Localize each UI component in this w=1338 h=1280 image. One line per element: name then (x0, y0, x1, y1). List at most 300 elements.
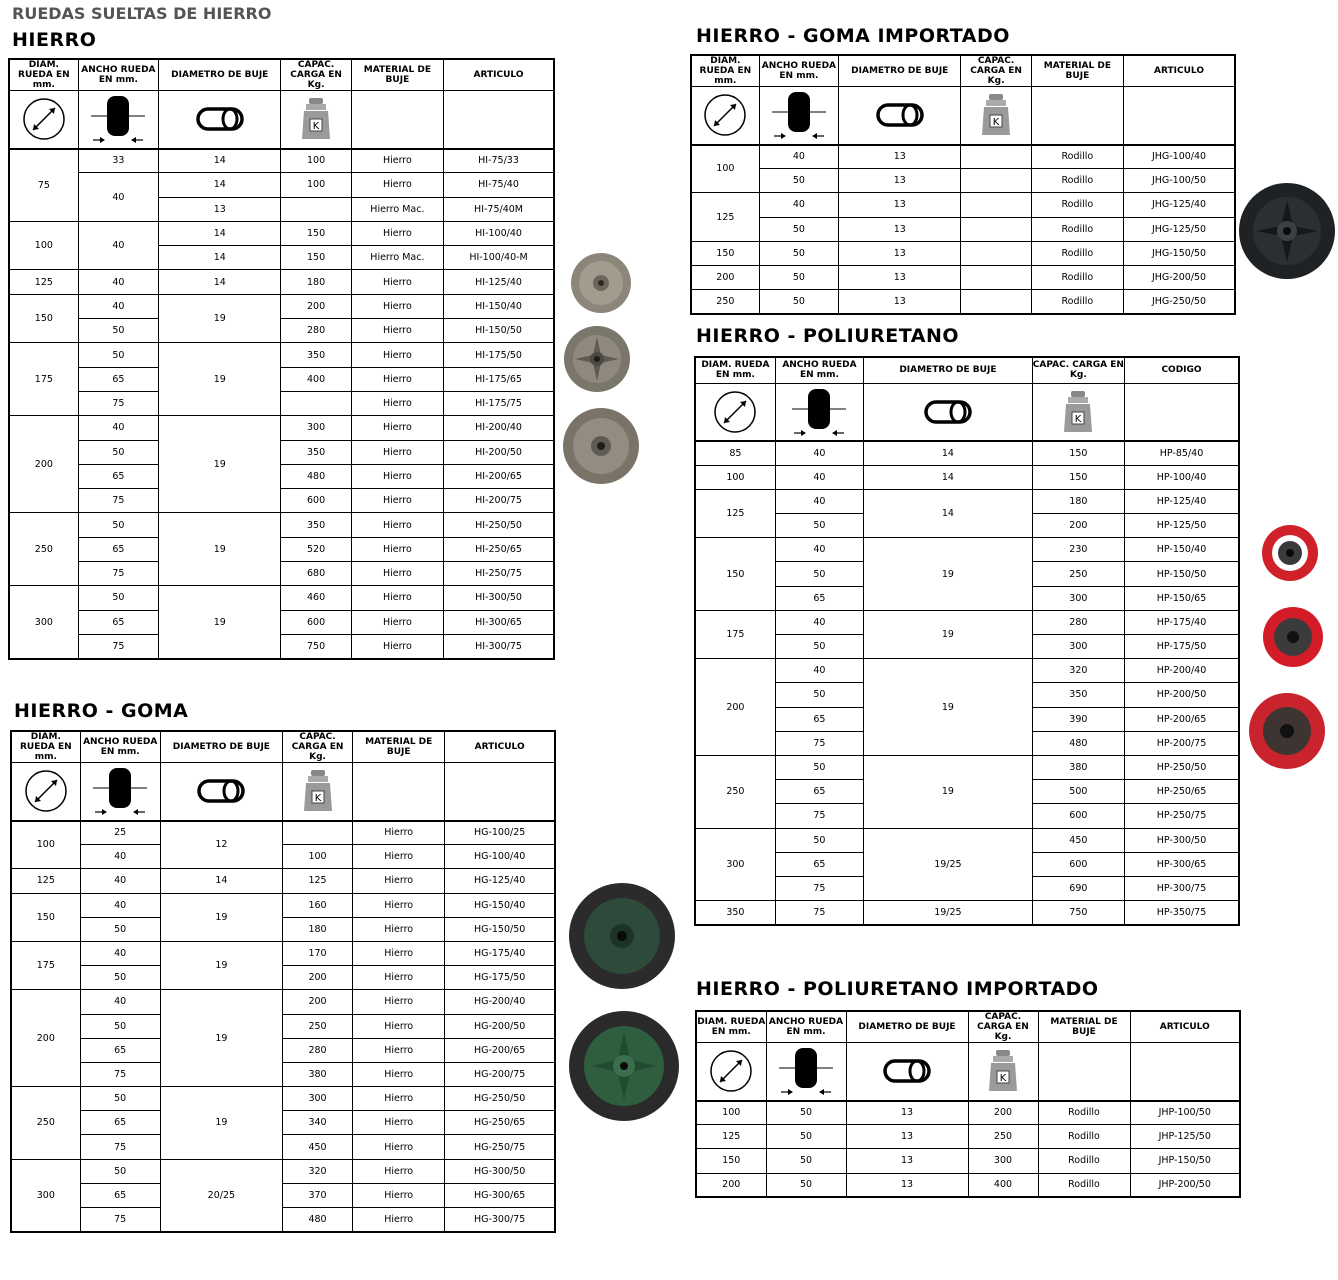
material-cell: Hierro (351, 270, 443, 294)
table-row (11, 821, 555, 845)
table-row (695, 828, 1239, 852)
capacity-cell: 300 (1032, 586, 1124, 610)
width-cell: 75 (78, 489, 158, 513)
article-cell: HP-175/50 (1125, 635, 1239, 659)
bushing-cell: 14 (159, 246, 281, 270)
table-row (11, 917, 555, 941)
diameter-icon (696, 1043, 766, 1101)
capacity-cell: 340 (282, 1111, 352, 1135)
article-cell: HP-300/50 (1125, 828, 1239, 852)
wheel-width-icon (759, 87, 838, 145)
material-cell: Hierro (351, 489, 443, 513)
material-cell: Rodillo (1038, 1101, 1130, 1125)
table-row (11, 869, 555, 893)
table-row (9, 489, 554, 513)
width-cell: 50 (78, 319, 158, 343)
width-cell: 50 (759, 265, 838, 289)
table-row (9, 586, 554, 610)
width-cell: 75 (78, 391, 158, 415)
col-header: ANCHO RUEDA EN mm. (775, 357, 863, 383)
material-cell: Hierro (351, 343, 443, 367)
article-cell: HG-250/65 (445, 1111, 555, 1135)
material-cell: Hierro (353, 869, 445, 893)
article-cell: HI-300/65 (444, 610, 554, 634)
col-header: MATERIAL DE BUJE (353, 731, 445, 763)
iron-wheel-photo-1 (570, 252, 632, 314)
width-cell: 75 (775, 804, 863, 828)
width-cell: 75 (80, 1062, 160, 1086)
capacity-cell: 180 (282, 917, 352, 941)
diam-cell: 175 (695, 610, 775, 658)
table-hierro-goma (10, 730, 556, 1233)
col-header: MATERIAL DE BUJE (351, 59, 443, 91)
diam-cell: 300 (695, 828, 775, 901)
width-cell: 65 (775, 852, 863, 876)
section-title-hierro-poliuretano: HIERRO - POLIURETANO (696, 325, 960, 347)
width-cell: 50 (78, 513, 158, 537)
width-cell: 50 (78, 343, 158, 367)
col-header: ARTICULO (444, 59, 554, 91)
capacity-cell: 150 (1032, 441, 1124, 465)
svg-text:K: K (314, 793, 321, 805)
rubber-wheel-photo-100 (568, 882, 676, 990)
width-cell: 40 (80, 941, 160, 965)
material-cell: Hierro (353, 1038, 445, 1062)
bushing-cell: 14 (159, 221, 281, 245)
width-cell: 75 (775, 901, 863, 925)
article-cell: HP-150/65 (1125, 586, 1239, 610)
table-row (9, 319, 554, 343)
poly-wheel-photo-2 (1262, 606, 1324, 668)
capacity-cell: 200 (281, 294, 351, 318)
article-cell: JHP-150/50 (1130, 1149, 1240, 1173)
section-title-hierro-goma: HIERRO - GOMA (14, 700, 189, 722)
bushing-cell: 19/25 (864, 828, 1033, 901)
table-row (691, 217, 1235, 241)
table-row (696, 1173, 1240, 1197)
material-cell: Hierro (353, 1208, 445, 1232)
table-row (695, 755, 1239, 779)
width-cell: 50 (766, 1173, 846, 1197)
width-cell: 25 (80, 821, 160, 845)
width-cell: 50 (80, 1159, 160, 1183)
capacity-cell: 300 (1032, 635, 1124, 659)
table-row (11, 990, 555, 1014)
col-header: DIAMETRO DE BUJE (864, 357, 1033, 383)
bushing-cell: 14 (159, 149, 281, 173)
width-cell: 50 (775, 828, 863, 852)
width-cell: 75 (80, 1208, 160, 1232)
article-cell: HG-300/50 (445, 1159, 555, 1183)
bushing-cell: 20/25 (160, 1159, 282, 1232)
bushing-cell: 14 (159, 173, 281, 197)
article-cell: HG-250/75 (445, 1135, 555, 1159)
bushing-cell: 13 (846, 1125, 968, 1149)
col-header: DIAM. RUEDA EN mm. (695, 357, 775, 383)
bushing-cell: 13 (839, 290, 961, 314)
bushing-cell: 19 (160, 941, 282, 989)
capacity-cell: 750 (281, 634, 351, 658)
capacity-cell: 600 (1032, 852, 1124, 876)
article-cell: HG-200/50 (445, 1014, 555, 1038)
material-cell: Hierro (353, 1111, 445, 1135)
width-cell: 40 (80, 845, 160, 869)
capacity-cell (961, 290, 1031, 314)
width-cell: 65 (78, 367, 158, 391)
table-row (695, 659, 1239, 683)
col-header: ANCHO RUEDA EN mm. (78, 59, 158, 91)
col-header: CAPAC. CARGA EN Kg. (961, 55, 1031, 87)
diameter-icon (691, 87, 759, 145)
capacity-cell: 370 (282, 1183, 352, 1207)
bushing-cell: 13 (846, 1149, 968, 1173)
bushing-cell: 19/25 (864, 901, 1033, 925)
col-header: DIAM. RUEDA EN mm. (696, 1011, 766, 1043)
bushing-cell: 13 (839, 193, 961, 217)
svg-text:K: K (992, 117, 1000, 129)
article-cell: HG-175/40 (445, 941, 555, 965)
capacity-cell: 390 (1032, 707, 1124, 731)
table-row (11, 1208, 555, 1232)
article-cell: HI-175/50 (444, 343, 554, 367)
bushing-diameter-icon (160, 763, 282, 821)
bushing-cell: 14 (160, 869, 282, 893)
article-cell: HP-125/40 (1125, 489, 1239, 513)
width-cell: 40 (775, 465, 863, 489)
table-row (9, 221, 554, 245)
table-row (696, 1149, 1240, 1173)
iron-wheel-photo-2 (563, 325, 631, 393)
material-cell: Hierro (353, 990, 445, 1014)
width-cell: 65 (80, 1183, 160, 1207)
article-cell: HP-125/50 (1125, 514, 1239, 538)
material-cell: Rodillo (1031, 217, 1123, 241)
bushing-cell: 19 (864, 659, 1033, 756)
article-cell: HP-150/40 (1125, 538, 1239, 562)
width-cell: 75 (775, 876, 863, 900)
col-header: ANCHO RUEDA EN mm. (80, 731, 160, 763)
width-cell: 50 (78, 440, 158, 464)
material-cell: Hierro (351, 440, 443, 464)
material-cell: Hierro (351, 610, 443, 634)
diam-cell: 85 (695, 441, 775, 465)
table-row (9, 562, 554, 586)
table-row (11, 1159, 555, 1183)
width-cell: 50 (759, 241, 838, 265)
width-cell: 75 (80, 1135, 160, 1159)
table-row (11, 1111, 555, 1135)
width-cell: 65 (80, 1111, 160, 1135)
weight-capacity-icon (281, 91, 351, 149)
bushing-cell: 13 (846, 1173, 968, 1197)
col-header: CODIGO (1125, 357, 1239, 383)
article-cell: JHG-100/40 (1124, 145, 1235, 169)
weight-capacity-icon (1032, 383, 1124, 441)
diam-cell: 300 (9, 586, 78, 659)
capacity-cell: 350 (1032, 683, 1124, 707)
bushing-cell: 19 (864, 755, 1033, 828)
capacity-cell: 300 (968, 1149, 1038, 1173)
capacity-cell: 320 (1032, 659, 1124, 683)
width-cell: 50 (759, 217, 838, 241)
capacity-cell: 150 (1032, 465, 1124, 489)
capacity-cell: 350 (281, 440, 351, 464)
diam-cell: 200 (9, 416, 78, 513)
article-cell: JHG-100/50 (1124, 169, 1235, 193)
article-cell: JHG-125/40 (1124, 193, 1235, 217)
width-cell: 40 (78, 416, 158, 440)
col-header: DIAMETRO DE BUJE (159, 59, 281, 91)
material-cell: Hierro Mac. (351, 246, 443, 270)
diameter-icon (695, 383, 775, 441)
capacity-cell: 170 (282, 941, 352, 965)
col-header: MATERIAL DE BUJE (1038, 1011, 1130, 1043)
width-cell: 50 (80, 966, 160, 990)
diam-cell: 150 (696, 1149, 766, 1173)
capacity-cell: 450 (282, 1135, 352, 1159)
capacity-cell (281, 197, 351, 221)
table-row (11, 1038, 555, 1062)
width-cell: 75 (775, 731, 863, 755)
material-cell: Hierro (351, 294, 443, 318)
diam-cell: 100 (695, 465, 775, 489)
capacity-cell: 300 (282, 1087, 352, 1111)
page-title: RUEDAS SUELTAS DE HIERRO (12, 4, 272, 23)
table-row (11, 845, 555, 869)
capacity-cell: 125 (282, 869, 352, 893)
col-header: DIAMETRO DE BUJE (160, 731, 282, 763)
article-cell: HG-200/65 (445, 1038, 555, 1062)
bushing-cell: 13 (839, 265, 961, 289)
material-cell: Hierro (353, 1087, 445, 1111)
width-cell: 40 (80, 869, 160, 893)
article-cell: HI-75/33 (444, 149, 554, 173)
col-header: DIAMETRO DE BUJE (839, 55, 961, 87)
wheel-width-icon (775, 383, 863, 441)
article-cell: HG-300/65 (445, 1183, 555, 1207)
col-header: ARTICULO (1124, 55, 1235, 87)
width-cell: 50 (78, 586, 158, 610)
table-hierro (8, 58, 555, 660)
table-row (695, 538, 1239, 562)
capacity-cell: 690 (1032, 876, 1124, 900)
article-cell: HP-85/40 (1125, 441, 1239, 465)
capacity-cell: 380 (282, 1062, 352, 1086)
article-cell: HI-300/75 (444, 634, 554, 658)
table-row (691, 241, 1235, 265)
bushing-cell: 19 (160, 893, 282, 941)
bushing-diameter-icon (846, 1043, 968, 1101)
width-cell: 40 (775, 610, 863, 634)
capacity-cell (961, 241, 1031, 265)
diam-cell: 150 (691, 241, 759, 265)
article-cell: HP-200/75 (1125, 731, 1239, 755)
bushing-diameter-icon (839, 87, 961, 145)
bushing-cell: 14 (864, 465, 1033, 489)
width-cell: 40 (78, 294, 158, 318)
width-cell: 50 (766, 1149, 846, 1173)
capacity-cell: 480 (282, 1208, 352, 1232)
material-cell: Hierro (351, 634, 443, 658)
col-header: DIAM. RUEDA EN mm. (11, 731, 80, 763)
capacity-cell (961, 217, 1031, 241)
article-cell: HP-300/65 (1125, 852, 1239, 876)
material-cell: Hierro (351, 416, 443, 440)
width-cell: 40 (775, 538, 863, 562)
diam-cell: 150 (11, 893, 80, 941)
article-cell: JHG-250/50 (1124, 290, 1235, 314)
material-cell: Rodillo (1038, 1173, 1130, 1197)
table-row (11, 1087, 555, 1111)
table-row (9, 391, 554, 415)
material-cell: Hierro (353, 1159, 445, 1183)
table-hierro-poliuretano-importado (695, 1010, 1241, 1198)
article-cell: HG-300/75 (445, 1208, 555, 1232)
article-cell: HI-150/40 (444, 294, 554, 318)
table-row (11, 1135, 555, 1159)
article-cell: JHG-200/50 (1124, 265, 1235, 289)
capacity-cell: 100 (282, 845, 352, 869)
capacity-cell: 450 (1032, 828, 1124, 852)
material-cell: Hierro (351, 562, 443, 586)
diam-cell: 150 (9, 294, 78, 343)
capacity-cell: 200 (1032, 514, 1124, 538)
bushing-cell: 19 (159, 586, 281, 659)
capacity-cell: 100 (281, 173, 351, 197)
material-cell: Hierro (351, 221, 443, 245)
article-cell: HP-175/40 (1125, 610, 1239, 634)
article-cell: HP-200/50 (1125, 683, 1239, 707)
width-cell: 40 (78, 270, 158, 294)
width-cell: 50 (766, 1125, 846, 1149)
capacity-cell: 280 (282, 1038, 352, 1062)
bushing-cell: 14 (864, 441, 1033, 465)
bushing-cell: 19 (864, 610, 1033, 658)
col-header: ARTICULO (445, 731, 555, 763)
col-header: CAPAC. CARGA EN Kg. (968, 1011, 1038, 1043)
table-hierro-goma-importado (690, 54, 1236, 315)
table-row (9, 634, 554, 658)
capacity-cell: 250 (282, 1014, 352, 1038)
material-cell: Rodillo (1031, 241, 1123, 265)
width-cell: 75 (78, 562, 158, 586)
capacity-cell: 480 (1032, 731, 1124, 755)
article-cell: HG-100/25 (445, 821, 555, 845)
width-cell: 50 (766, 1101, 846, 1125)
article-cell: HP-100/40 (1125, 465, 1239, 489)
col-header: MATERIAL DE BUJE (1031, 55, 1123, 87)
capacity-cell: 200 (282, 990, 352, 1014)
bushing-cell: 14 (864, 489, 1033, 537)
col-header: ARTICULO (1130, 1011, 1240, 1043)
capacity-cell (961, 265, 1031, 289)
article-cell: JHG-125/50 (1124, 217, 1235, 241)
table-row (11, 893, 555, 917)
bushing-cell: 13 (839, 169, 961, 193)
width-cell: 65 (78, 537, 158, 561)
rubber-wheel-photo-1 (1238, 182, 1336, 280)
material-cell: Rodillo (1031, 145, 1123, 169)
diam-cell: 125 (695, 489, 775, 537)
article-cell: HI-250/50 (444, 513, 554, 537)
article-cell: JHG-150/50 (1124, 241, 1235, 265)
width-cell: 50 (80, 1087, 160, 1111)
material-cell: Hierro Mac. (351, 197, 443, 221)
material-cell: Hierro (353, 966, 445, 990)
material-cell: Hierro (351, 319, 443, 343)
col-header: ANCHO RUEDA EN mm. (766, 1011, 846, 1043)
table-hierro-poliuretano (694, 356, 1240, 926)
diam-cell: 175 (11, 941, 80, 989)
article-cell: JHP-125/50 (1130, 1125, 1240, 1149)
diam-cell: 250 (9, 513, 78, 586)
green-hub-wheel-photo (568, 1010, 680, 1122)
article-cell: HP-350/75 (1125, 901, 1239, 925)
material-cell: Rodillo (1031, 265, 1123, 289)
bushing-cell: 19 (159, 294, 281, 343)
col-header: ANCHO RUEDA EN mm. (759, 55, 838, 87)
bushing-cell: 13 (839, 241, 961, 265)
capacity-cell (282, 821, 352, 845)
material-cell: Hierro (353, 1183, 445, 1207)
diam-cell: 125 (11, 869, 80, 893)
capacity-cell: 300 (281, 416, 351, 440)
material-cell: Hierro (351, 391, 443, 415)
bushing-cell: 12 (160, 821, 282, 869)
capacity-cell (961, 193, 1031, 217)
diam-cell: 125 (691, 193, 759, 241)
article-cell: HP-300/75 (1125, 876, 1239, 900)
wheel-width-icon (766, 1043, 846, 1101)
diam-cell: 100 (696, 1101, 766, 1125)
table-row (9, 416, 554, 440)
capacity-cell: 460 (281, 586, 351, 610)
width-cell: 65 (78, 464, 158, 488)
capacity-cell: 400 (281, 367, 351, 391)
material-cell: Hierro (353, 821, 445, 845)
bushing-cell: 13 (839, 217, 961, 241)
capacity-cell: 350 (281, 513, 351, 537)
bushing-cell: 19 (159, 416, 281, 513)
article-cell: HI-100/40-M (444, 246, 554, 270)
material-cell: Hierro (353, 1135, 445, 1159)
capacity-cell: 280 (1032, 610, 1124, 634)
article-cell: HI-300/50 (444, 586, 554, 610)
material-cell: Hierro (351, 537, 443, 561)
capacity-cell (961, 169, 1031, 193)
table-row (691, 193, 1235, 217)
material-cell: Rodillo (1031, 169, 1123, 193)
article-cell: HI-75/40 (444, 173, 554, 197)
article-cell: HG-125/40 (445, 869, 555, 893)
capacity-cell: 250 (1032, 562, 1124, 586)
width-cell: 40 (775, 441, 863, 465)
bushing-cell: 13 (159, 197, 281, 221)
table-row (11, 1062, 555, 1086)
article-cell: HP-250/75 (1125, 804, 1239, 828)
table-row (695, 901, 1239, 925)
diam-cell: 350 (695, 901, 775, 925)
capacity-cell: 600 (281, 610, 351, 634)
weight-capacity-icon (961, 87, 1031, 145)
article-cell: HP-250/50 (1125, 755, 1239, 779)
section-title-hierro-poliuretano-importado: HIERRO - POLIURETANO IMPORTADO (696, 978, 1099, 1000)
diam-cell: 200 (696, 1173, 766, 1197)
material-cell: Hierro (351, 464, 443, 488)
width-cell: 50 (759, 169, 838, 193)
article-cell: HI-150/50 (444, 319, 554, 343)
article-cell: HI-200/65 (444, 464, 554, 488)
